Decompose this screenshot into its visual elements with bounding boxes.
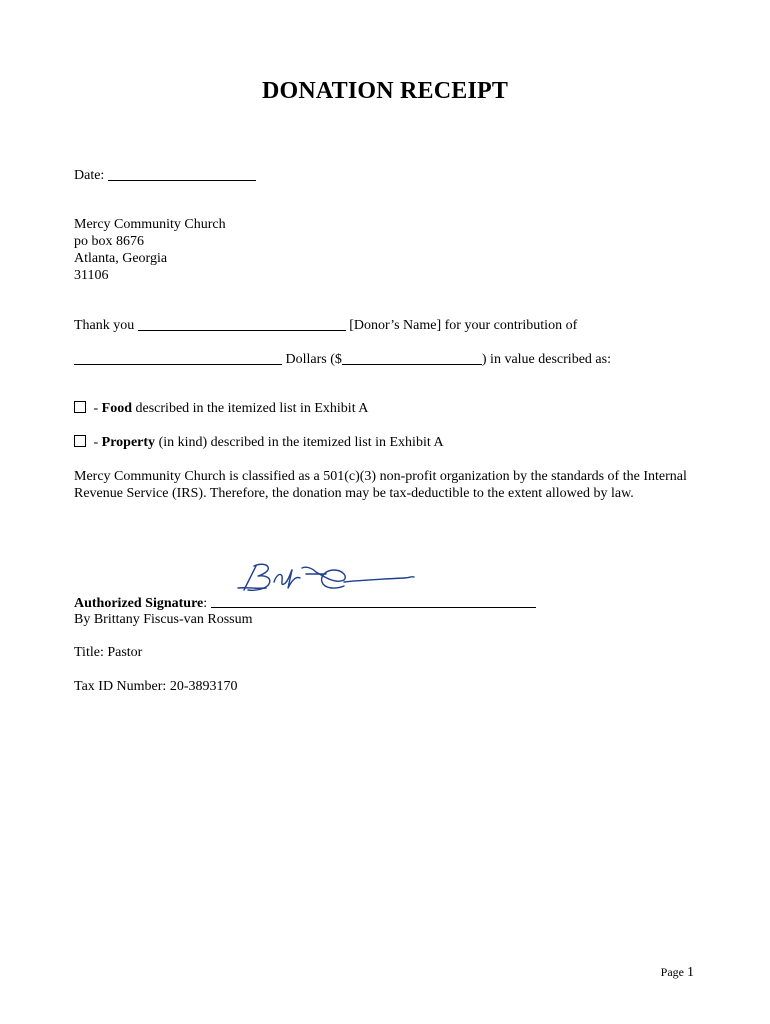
donor-name-blank[interactable] xyxy=(138,318,346,331)
date-label: Date: xyxy=(74,168,105,183)
date-line xyxy=(74,166,256,184)
option-property-bold: Property xyxy=(101,435,156,450)
org-address-line1: po box 8676 xyxy=(74,234,144,249)
org-address-line2: Atlanta, Georgia xyxy=(74,251,168,266)
amount-suffix: ) in value described as: xyxy=(481,352,611,367)
org-name: Mercy Community Church xyxy=(74,217,226,232)
amount-line xyxy=(74,350,611,368)
option-food xyxy=(74,400,368,417)
food-checkbox[interactable] xyxy=(74,401,86,413)
tax-id: Tax ID Number: 20-3893170 xyxy=(74,679,238,694)
authorized-signature-line xyxy=(74,594,536,612)
option-dash: - xyxy=(93,435,99,450)
classification-paragraph: Mercy Community Church is classified as a 501(c)(3) non-profit organization by the standards of the Internal Revenue Service (IRS). Therefore, the donation may be tax-deductible to the extent allowed by law. xyxy=(74,469,687,501)
thank-you-prefix: Thank you xyxy=(74,318,135,333)
option-property xyxy=(74,434,444,451)
thank-you-line xyxy=(74,316,577,334)
thank-you-suffix: [Donor’s Name] for your contribution of xyxy=(349,318,578,333)
signer-name: By Brittany Fiscus-van Rossum xyxy=(74,612,253,627)
signature-blank[interactable] xyxy=(211,595,536,608)
signature-colon: : xyxy=(203,596,208,611)
amount-dollars-text: Dollars ($ xyxy=(285,352,342,367)
signer-title: Title: Pastor xyxy=(74,645,143,660)
property-checkbox[interactable] xyxy=(74,435,86,447)
option-food-rest: described in the itemized list in Exhibit A xyxy=(135,401,369,416)
page-label: Page xyxy=(660,965,684,979)
handwritten-signature-image xyxy=(236,560,421,598)
amount-value-blank[interactable] xyxy=(342,352,482,365)
authorized-signature-label: Authorized Signature xyxy=(74,596,204,611)
option-dash: - xyxy=(93,401,99,416)
org-zip: 31106 xyxy=(74,268,109,283)
page-number xyxy=(661,965,694,981)
page-number-value: 1 xyxy=(687,965,694,980)
document-title: DONATION RECEIPT xyxy=(261,78,509,104)
option-property-rest: (in kind) described in the itemized list in Exhibit A xyxy=(158,435,444,450)
date-blank[interactable] xyxy=(108,168,256,181)
option-food-bold: Food xyxy=(101,401,133,416)
amount-words-blank[interactable] xyxy=(74,352,282,365)
